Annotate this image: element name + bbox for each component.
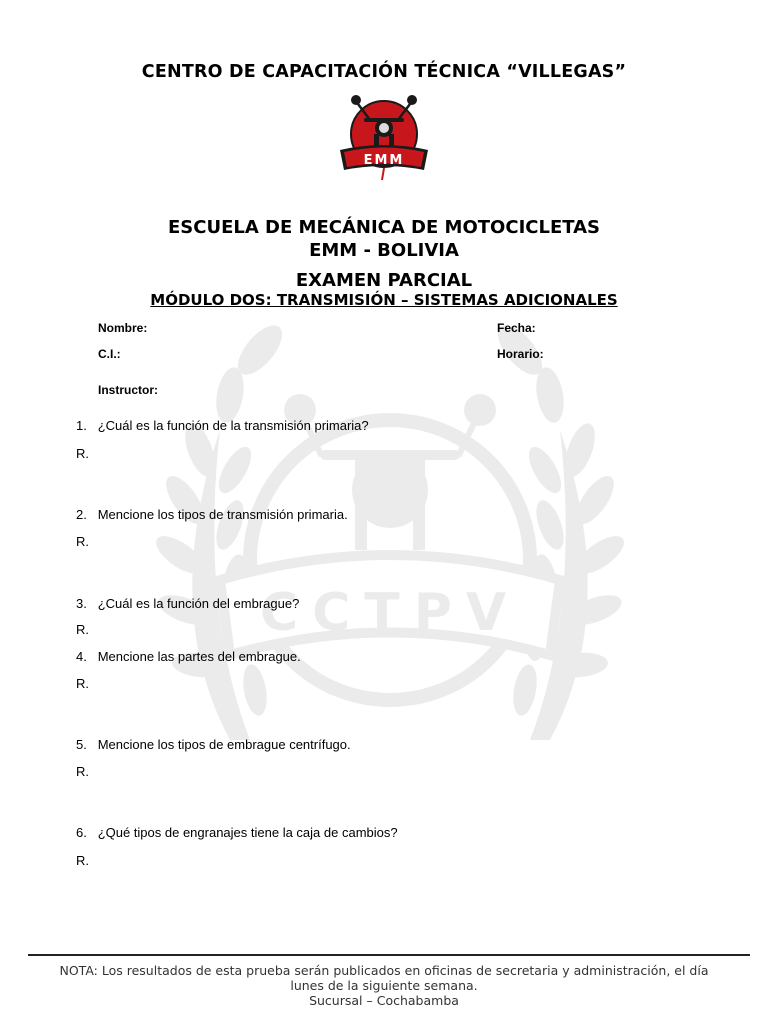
emm-logo <box>334 90 434 182</box>
instructor-label: Instructor: <box>98 383 158 397</box>
question-number: 6. <box>76 825 87 840</box>
answer-label-5: R. <box>76 764 89 779</box>
question-3 <box>76 596 299 611</box>
ci-label: C.I.: <box>98 347 121 361</box>
question-number: 3. <box>76 596 87 611</box>
institution-title: CENTRO DE CAPACITACIÓN TÉCNICA “VILLEGAS” <box>141 62 627 82</box>
module-title: MÓDULO DOS: TRANSMISIÓN – SISTEMAS ADICIONALES <box>150 291 618 309</box>
answer-label-6: R. <box>76 853 89 868</box>
question-text: ¿Cuál es la función del embrague? <box>97 596 300 611</box>
answer-label-4: R. <box>76 676 89 691</box>
question-4 <box>76 649 301 664</box>
question-text: Mencione los tipos de embrague centrífugo. <box>97 737 351 752</box>
question-text: Mencione las partes del embrague. <box>97 649 301 664</box>
question-text: Mencione los tipos de transmisión primaria. <box>97 507 348 522</box>
question-number: 5. <box>76 737 87 752</box>
logo-text: EMM <box>363 153 405 168</box>
school-line-1: ESCUELA DE MECÁNICA DE MOTOCICLETAS <box>167 217 601 238</box>
note-line-1: NOTA: Los resultados de esta prueba serán publicados en oficinas de secretaria y administración, el día <box>59 963 709 978</box>
question-6 <box>76 825 398 840</box>
question-1 <box>76 418 369 433</box>
nombre-label: Nombre: <box>98 321 148 335</box>
school-line-2: EMM - BOLIVIA <box>309 240 459 261</box>
school-name <box>0 216 768 262</box>
fecha-label: Fecha: <box>497 321 536 335</box>
answer-label-1: R. <box>76 446 89 461</box>
footer-divider <box>28 954 750 956</box>
question-number: 1. <box>76 418 87 433</box>
footer-note <box>0 963 768 1008</box>
question-text: ¿Cuál es la función de la transmisión primaria? <box>97 418 369 433</box>
horario-label: Horario: <box>497 347 544 361</box>
question-text: ¿Qué tipos de engranajes tiene la caja de cambios? <box>97 825 398 840</box>
branch-line: Sucursal – Cochabamba <box>309 993 459 1008</box>
watermark-laurel-logo <box>140 310 640 810</box>
question-number: 4. <box>76 649 87 664</box>
answer-label-2: R. <box>76 534 89 549</box>
answer-label-3: R. <box>76 622 89 637</box>
question-number: 2. <box>76 507 87 522</box>
watermark-text: CCTPV <box>259 583 521 643</box>
question-2 <box>76 507 348 522</box>
note-line-2: lunes de la siguiente semana. <box>290 978 478 993</box>
question-5 <box>76 737 351 752</box>
exam-title: EXAMEN PARCIAL <box>295 270 473 291</box>
